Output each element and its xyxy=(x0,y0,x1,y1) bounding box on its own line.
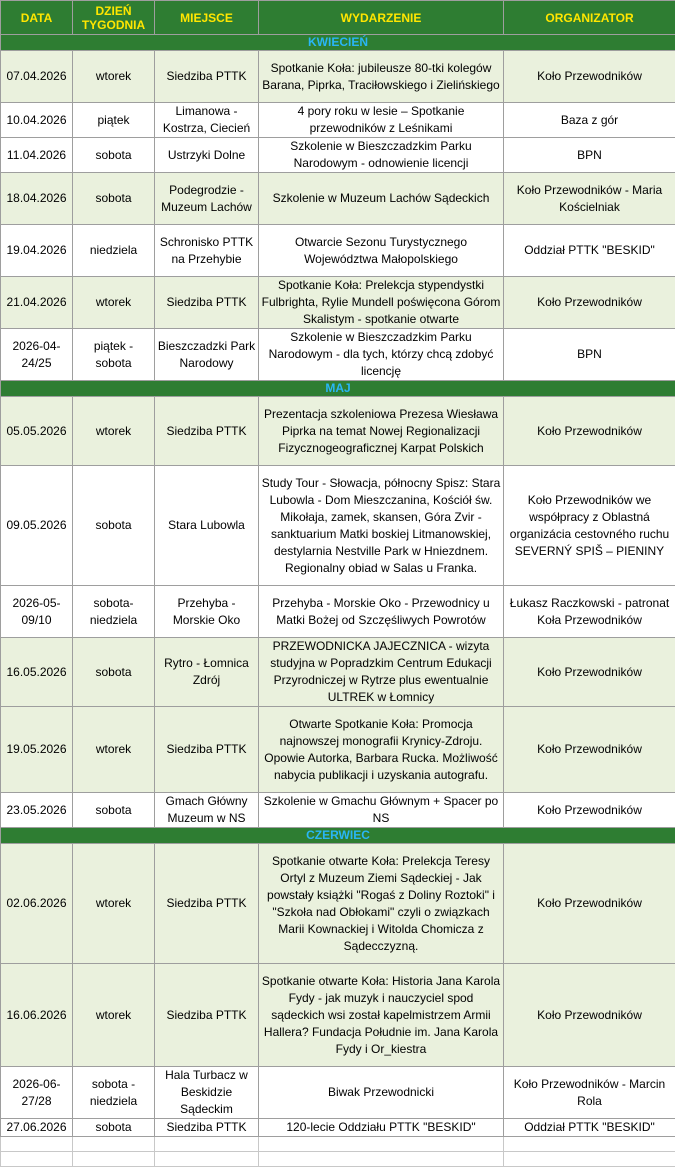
organizer-cell: Koło Przewodników xyxy=(504,844,675,964)
day-cell: sobota xyxy=(73,793,155,828)
date-cell: 02.06.2026 xyxy=(1,844,73,964)
place-cell: Schronisko PTTK na Przehybie xyxy=(155,225,259,277)
place-cell: Gmach Główny Muzeum w NS xyxy=(155,793,259,828)
organizer-cell: Koło Przewodników xyxy=(504,277,675,329)
table-row xyxy=(1,707,675,793)
table-body xyxy=(1,35,675,1167)
organizer-cell: Łukasz Raczkowski - patronat Koła Przewodników xyxy=(504,586,675,638)
place-cell: Rytro - Łomnica Zdrój xyxy=(155,638,259,707)
place-cell: Siedziba PTTK xyxy=(155,397,259,466)
month-section-label: MAJ xyxy=(1,381,675,397)
place-cell: Siedziba PTTK xyxy=(155,1119,259,1137)
table-row xyxy=(1,638,675,707)
day-cell: wtorek xyxy=(73,964,155,1067)
date-cell: 2026-04-24/25 xyxy=(1,329,73,381)
empty-cell xyxy=(73,1152,155,1167)
table-row xyxy=(1,793,675,828)
table-row xyxy=(1,277,675,329)
table-row xyxy=(1,225,675,277)
day-cell: wtorek xyxy=(73,844,155,964)
date-cell: 2026-06-27/28 xyxy=(1,1067,73,1119)
event-cell: Szkolenie w Gmachu Głównym + Spacer po NS xyxy=(259,793,504,828)
organizer-cell: BPN xyxy=(504,138,675,173)
organizer-cell: Baza z gór xyxy=(504,103,675,138)
day-cell: sobota xyxy=(73,1119,155,1137)
table-row xyxy=(1,329,675,381)
day-cell: sobota - niedziela xyxy=(73,1067,155,1119)
table-row xyxy=(1,1067,675,1119)
header-date: DATA xyxy=(1,1,73,35)
place-cell: Podegrodzie - Muzeum Lachów xyxy=(155,173,259,225)
month-section-label: CZERWIEC xyxy=(1,828,675,844)
organizer-cell: Koło Przewodników - Marcin Rola xyxy=(504,1067,675,1119)
place-cell: Siedziba PTTK xyxy=(155,707,259,793)
day-cell: sobota xyxy=(73,173,155,225)
organizer-cell: Koło Przewodników xyxy=(504,793,675,828)
organizer-cell: Koło Przewodników xyxy=(504,397,675,466)
table-row xyxy=(1,173,675,225)
event-cell: 120-lecie Oddziału PTTK "BESKID" xyxy=(259,1119,504,1137)
table-row xyxy=(1,103,675,138)
empty-cell xyxy=(259,1137,504,1152)
event-cell: PRZEWODNICKA JAJECZNICA - wizyta studyjna w Popradzkim Centrum Edukacji Przyrodniczej w Rytrze plus ewentualnie ULTREK w Łomnicy xyxy=(259,638,504,707)
event-cell: Prezentacja szkoleniowa Prezesa Wiesława Piprka na temat Nowej Regionalizacji Fizycznogeograficznej Karpat Polskich xyxy=(259,397,504,466)
date-cell: 19.05.2026 xyxy=(1,707,73,793)
event-cell: Study Tour - Słowacja, północny Spisz: Stara Lubowla - Dom Mieszczanina, Kościół św. Mikołaja, zamek, skansen, Góra Zvir - sanktuarium Matki boskiej Litmanowskiej, destylarnia Nestville Park w Hniezdnem. Regionalny obiad w Salas u Franka. xyxy=(259,466,504,586)
date-cell: 10.04.2026 xyxy=(1,103,73,138)
event-cell: Otwarte Spotkanie Koła: Promocja najnowszej monografii Krynicy-Zdroju. Opowie Autorka, Barbara Rucka. Możliwość nabycia publikacji i uzyskania autografu. xyxy=(259,707,504,793)
date-cell: 23.05.2026 xyxy=(1,793,73,828)
month-section-label: KWIECIEŃ xyxy=(1,35,675,51)
table-row xyxy=(1,964,675,1067)
table-row xyxy=(1,466,675,586)
place-cell: Ustrzyki Dolne xyxy=(155,138,259,173)
day-cell: wtorek xyxy=(73,277,155,329)
event-cell: Biwak Przewodnicki xyxy=(259,1067,504,1119)
place-cell: Siedziba PTTK xyxy=(155,277,259,329)
organizer-cell: Oddział PTTK "BESKID" xyxy=(504,1119,675,1137)
organizer-cell: Koło Przewodników - Maria Kościelniak xyxy=(504,173,675,225)
date-cell: 16.06.2026 xyxy=(1,964,73,1067)
event-cell: Szkolenie w Bieszczadzkim Parku Narodowym - dla tych, którzy chcą zdobyć licencję xyxy=(259,329,504,381)
place-cell: Przehyba - Morskie Oko xyxy=(155,586,259,638)
place-cell: Limanowa - Kostrza, Ciecień xyxy=(155,103,259,138)
date-cell: 05.05.2026 xyxy=(1,397,73,466)
table-row xyxy=(1,1119,675,1137)
date-cell: 11.04.2026 xyxy=(1,138,73,173)
date-cell: 09.05.2026 xyxy=(1,466,73,586)
organizer-cell: Oddział PTTK "BESKID" xyxy=(504,225,675,277)
date-cell: 27.06.2026 xyxy=(1,1119,73,1137)
table-row xyxy=(1,586,675,638)
day-cell: sobota xyxy=(73,638,155,707)
date-cell: 18.04.2026 xyxy=(1,173,73,225)
empty-row xyxy=(1,1152,675,1167)
place-cell: Stara Lubowla xyxy=(155,466,259,586)
day-cell: sobota-niedziela xyxy=(73,586,155,638)
table-row xyxy=(1,51,675,103)
month-section-row xyxy=(1,381,675,397)
organizer-cell: Koło Przewodników xyxy=(504,51,675,103)
day-cell: sobota xyxy=(73,138,155,173)
date-cell: 07.04.2026 xyxy=(1,51,73,103)
month-section-row xyxy=(1,828,675,844)
place-cell: Siedziba PTTK xyxy=(155,844,259,964)
month-section-row xyxy=(1,35,675,51)
place-cell: Siedziba PTTK xyxy=(155,964,259,1067)
organizer-cell: Koło Przewodników xyxy=(504,964,675,1067)
event-cell: Spotkanie otwarte Koła: Historia Jana Karola Fydy - jak muzyk i nauczyciel spod sądeckich wsi został kapelmistrzem Armii Hallera? Fundacja Południe im. Jana Karola Fydy i Or_kiestra xyxy=(259,964,504,1067)
day-cell: piątek xyxy=(73,103,155,138)
header-organizer: ORGANIZATOR xyxy=(504,1,675,35)
day-cell: sobota xyxy=(73,466,155,586)
day-cell: wtorek xyxy=(73,397,155,466)
table-row xyxy=(1,397,675,466)
empty-cell xyxy=(155,1137,259,1152)
event-cell: 4 pory roku w lesie – Spotkanie przewodników z Leśnikami xyxy=(259,103,504,138)
empty-cell xyxy=(1,1137,73,1152)
empty-cell xyxy=(504,1152,675,1167)
place-cell: Bieszczadzki Park Narodowy xyxy=(155,329,259,381)
event-cell: Otwarcie Sezonu Turystycznego Województwa Małopolskiego xyxy=(259,225,504,277)
empty-cell xyxy=(155,1152,259,1167)
header-place: MIEJSCE xyxy=(155,1,259,35)
empty-cell xyxy=(73,1137,155,1152)
empty-cell xyxy=(504,1137,675,1152)
place-cell: Hala Turbacz w Beskidzie Sądeckim xyxy=(155,1067,259,1119)
date-cell: 2026-05-09/10 xyxy=(1,586,73,638)
day-cell: wtorek xyxy=(73,51,155,103)
day-cell: niedziela xyxy=(73,225,155,277)
empty-cell xyxy=(259,1152,504,1167)
event-cell: Spotkanie Koła: Prelekcja stypendystki Fulbrighta, Rylie Mundell poświęcona Górom Skalistym - spotkanie otwarte xyxy=(259,277,504,329)
header-day: DZIEŃ TYGODNIA xyxy=(73,1,155,35)
day-cell: piątek - sobota xyxy=(73,329,155,381)
place-cell: Siedziba PTTK xyxy=(155,51,259,103)
event-cell: Spotkanie Koła: jubileusze 80-tki kolegów Barana, Piprka, Traciłowskiego i Zielińskiego xyxy=(259,51,504,103)
event-cell: Przehyba - Morskie Oko - Przewodnicy u Matki Bożej od Szczęśliwych Powrotów xyxy=(259,586,504,638)
table-row xyxy=(1,844,675,964)
organizer-cell: Koło Przewodników we współpracy z Oblastná organizácia cestovného ruchu SEVERNÝ SPIŠ – PIENINY xyxy=(504,466,675,586)
organizer-cell: Koło Przewodników xyxy=(504,638,675,707)
header-event: WYDARZENIE xyxy=(259,1,504,35)
empty-row xyxy=(1,1137,675,1152)
header-row xyxy=(1,1,675,35)
date-cell: 19.04.2026 xyxy=(1,225,73,277)
table-row xyxy=(1,138,675,173)
date-cell: 21.04.2026 xyxy=(1,277,73,329)
organizer-cell: Koło Przewodników xyxy=(504,707,675,793)
event-cell: Szkolenie w Bieszczadzkim Parku Narodowym - odnowienie licencji xyxy=(259,138,504,173)
event-cell: Szkolenie w Muzeum Lachów Sądeckich xyxy=(259,173,504,225)
day-cell: wtorek xyxy=(73,707,155,793)
date-cell: 16.05.2026 xyxy=(1,638,73,707)
empty-cell xyxy=(1,1152,73,1167)
organizer-cell: BPN xyxy=(504,329,675,381)
event-cell: Spotkanie otwarte Koła: Prelekcja Teresy Ortyl z Muzeum Ziemi Sądeckiej - Jak powstały książki "Rogaś z Doliny Roztoki" i "Szkoła nad Obłokami" czyli o związkach Marii Kownackiej i Witolda Chomicza z Sądecczyzną. xyxy=(259,844,504,964)
